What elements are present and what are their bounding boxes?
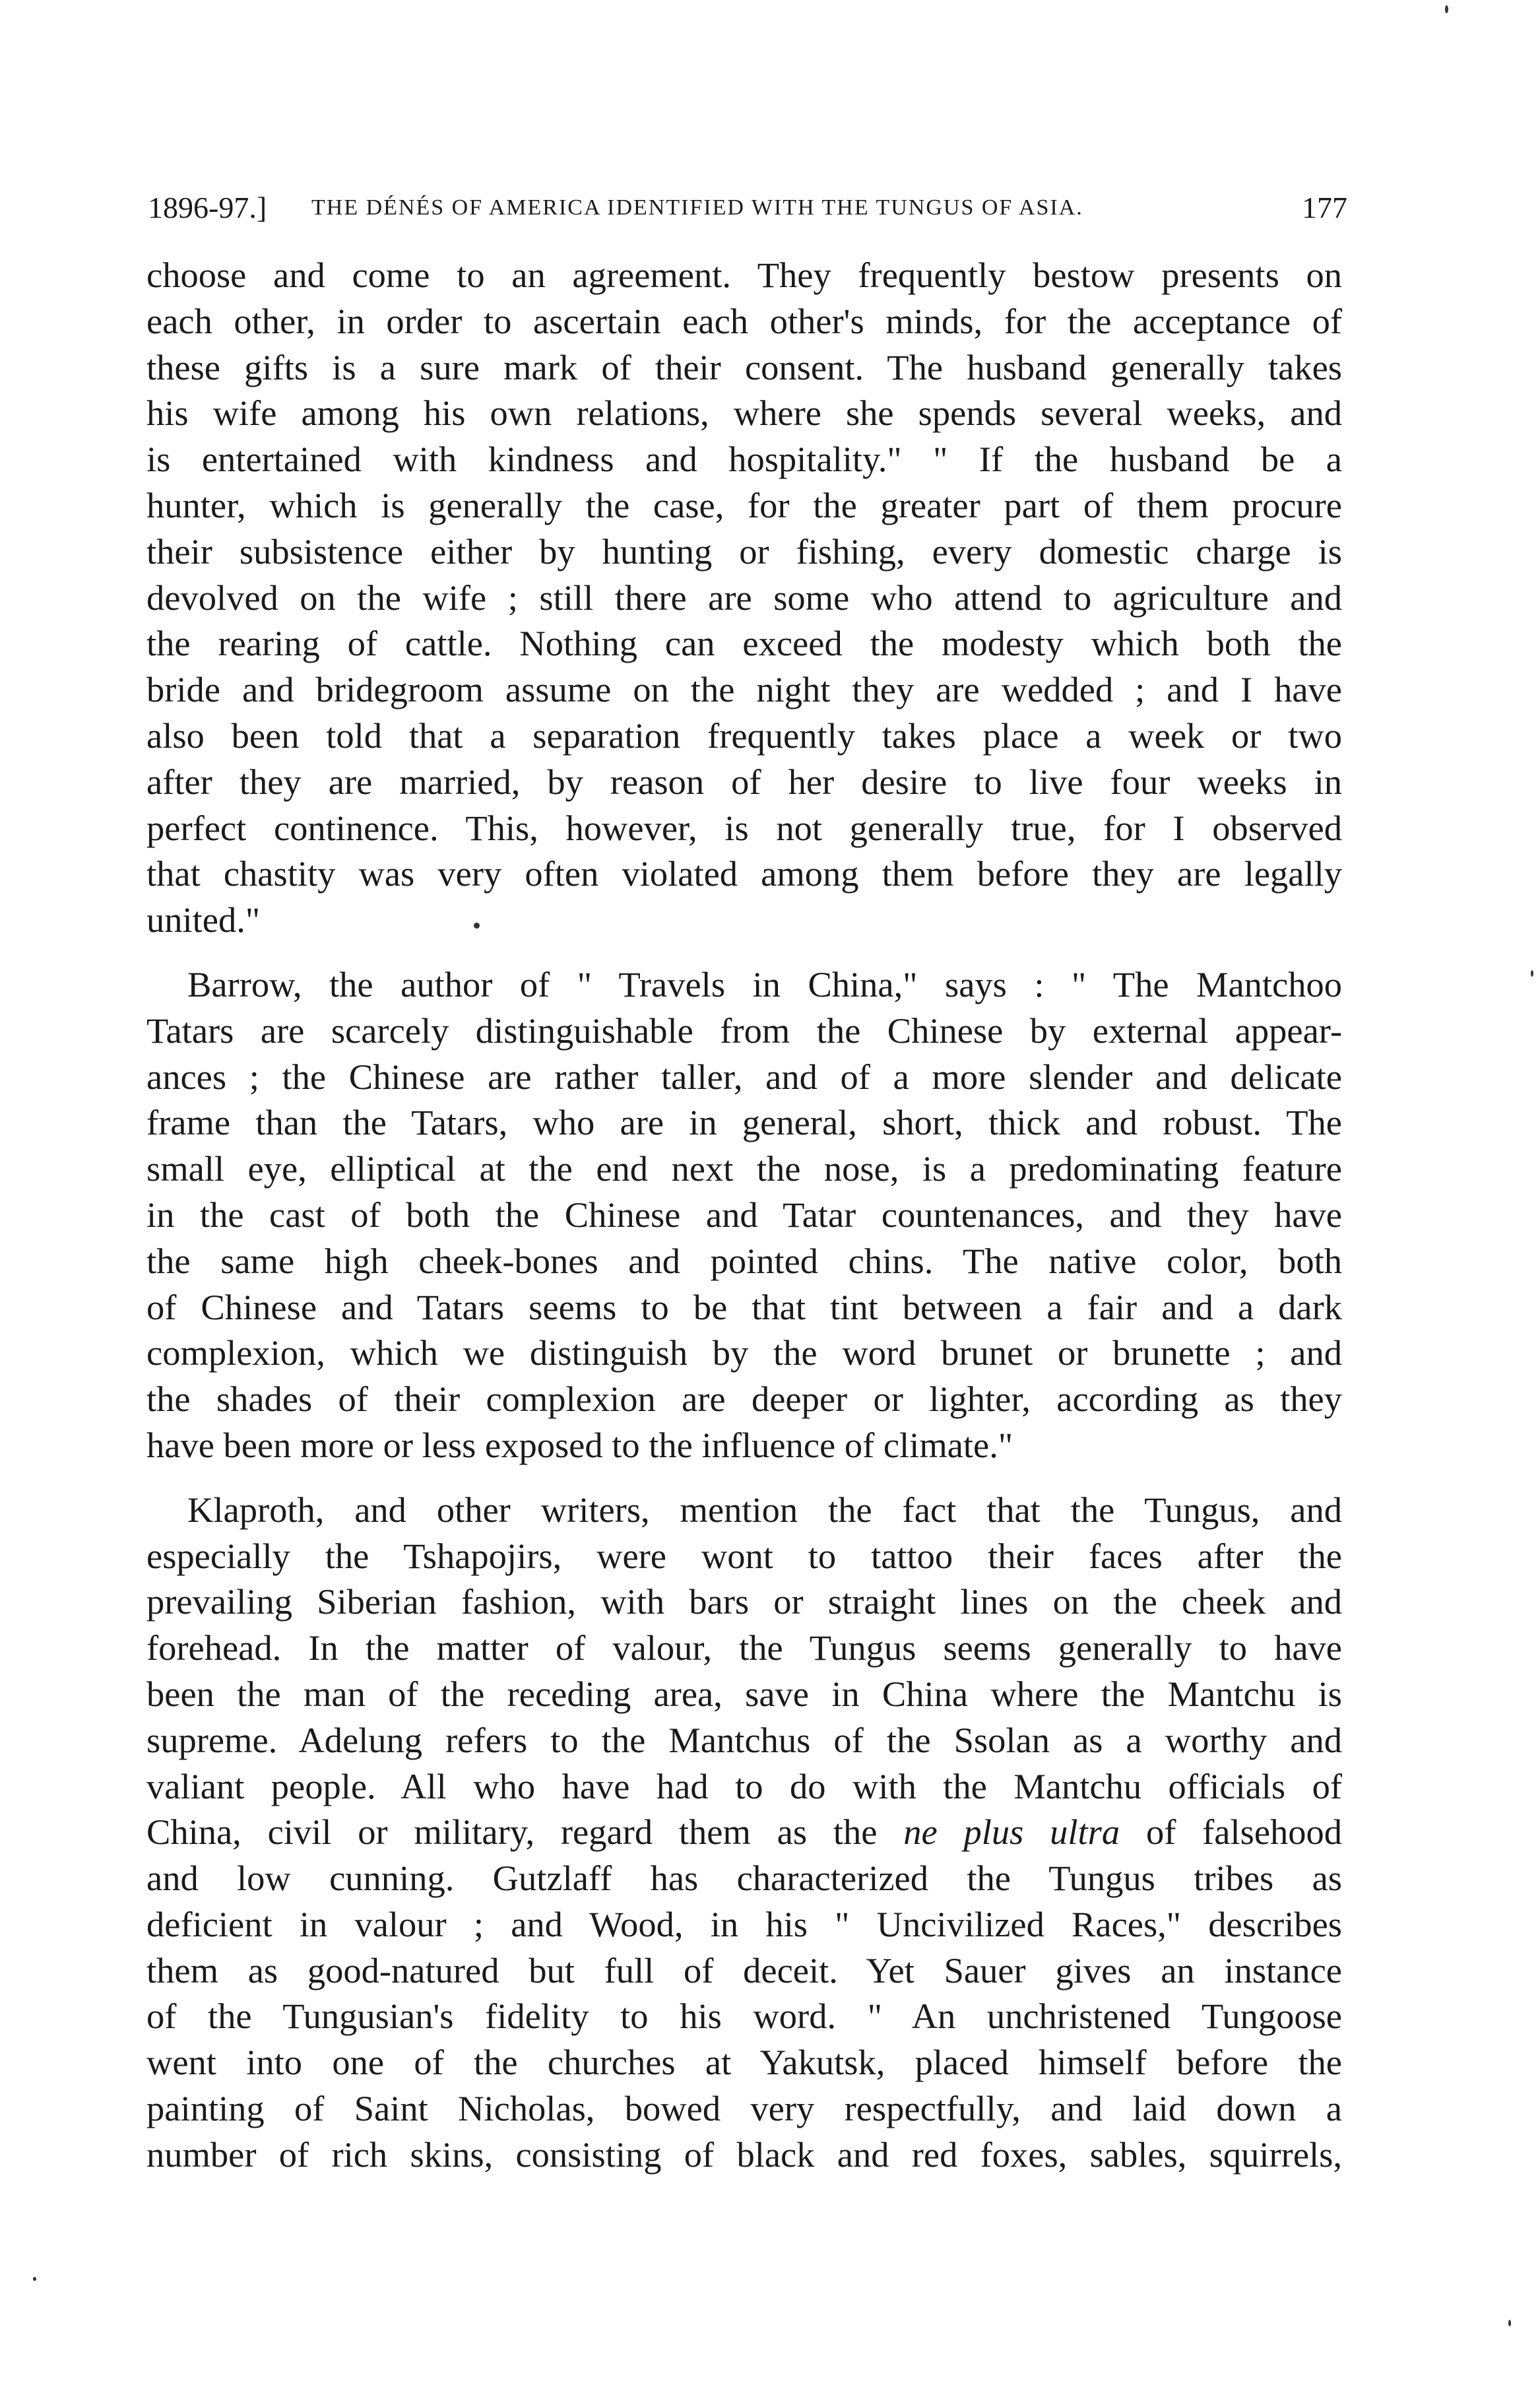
text-line: small eye, elliptical at the end next the nose, is a predominating feature — [146, 1148, 1342, 1189]
text-line: that chastity was very often violated among them before they are legally — [146, 853, 1342, 894]
text-line: been the man of the receding area, save in China where the Mantchu is — [146, 1673, 1342, 1714]
text-line: each other, in order to ascertain each other's minds, for the acceptance of — [146, 300, 1342, 341]
body-text — [146, 252, 1342, 2178]
text-line: frame than the Tatars, who are in general, short, thick and robust. The — [146, 1102, 1342, 1143]
text-line: the rearing of cattle. Nothing can exceed the modesty which both the — [146, 623, 1342, 664]
text-line: prevailing Siberian fashion, with bars or straight lines on the cheek and — [146, 1581, 1342, 1622]
paragraph-gap — [146, 1468, 1342, 1487]
text-line: them as good-natured but full of deceit. Yet Sauer gives an instance — [146, 1950, 1342, 1990]
paragraph-1 — [146, 252, 1342, 943]
text-line: perfect continence. This, however, is not generally true, for I observed — [146, 807, 1342, 848]
text-line: ances ; the Chinese are rather taller, and of a more slender and delicate — [146, 1056, 1342, 1097]
text-line: in the cast of both the Chinese and Tatar countenances, and they have — [146, 1194, 1342, 1235]
text-line: deficient in valour ; and Wood, in his " Uncivilized Races," describes — [146, 1903, 1342, 1944]
text-line: devolved on the wife ; still there are some who attend to agriculture and — [146, 577, 1342, 618]
text-line: and low cunning. Gutzlaff has characterized the Tungus tribes as — [146, 1858, 1342, 1899]
text-line: also been told that a separation frequently takes place a week or two — [146, 715, 1342, 756]
print-speck — [33, 2277, 36, 2281]
text-line: especially the Tshapojirs, were wont to tattoo their faces after the — [146, 1535, 1342, 1576]
paragraph-3 — [146, 1487, 1342, 2178]
text-line: his wife among his own relations, where she spends several weeks, and — [146, 393, 1342, 434]
text-line: number of rich skins, consisting of black and red foxes, sables, squirrels, — [146, 2134, 1342, 2175]
text-line: forehead. In the matter of valour, the Tungus seems generally to have — [146, 1627, 1342, 1668]
text-line: their subsistence either by hunting or fishing, every domestic charge is — [146, 531, 1342, 572]
text-line: is entertained with kindness and hospitality." " If the husband be a — [146, 439, 1342, 480]
text-segment: China, civil or military, regard them as the — [146, 1812, 878, 1853]
print-speck — [1508, 2320, 1511, 2326]
text-line: Barrow, the author of " Travels in China," says : " The Mantchoo — [187, 964, 1342, 1004]
text-line: hunter, which is generally the case, for the greater part of them procure — [146, 484, 1342, 525]
text-line: Klaproth, and other writers, mention the fact that the Tungus, and — [187, 1489, 1342, 1530]
text-line: the same high cheek-bones and pointed chins. The native color, both — [146, 1240, 1342, 1281]
text-segment: of falsehood — [1145, 1812, 1343, 1853]
text-line: went into one of the churches at Yakutsk, placed himself before the — [146, 2042, 1342, 2083]
text-line: painting of Saint Nicholas, bowed very respectfully, and laid down a — [146, 2088, 1342, 2129]
text-line: these gifts is a sure mark of their consent. The husband generally takes — [146, 346, 1342, 387]
running-head — [148, 185, 1347, 231]
text-line: united." — [146, 900, 261, 940]
print-speck — [1531, 970, 1533, 977]
text-line: complexion, which we distinguish by the word brunet or brunette ; and — [146, 1332, 1342, 1373]
text-line: the shades of their complexion are deeper or lighter, according as they — [146, 1379, 1342, 1420]
text-line: Tatars are scarcely distinguishable from the Chinese by external appear- — [146, 1010, 1342, 1051]
italic-phrase: ne plus ultra — [903, 1812, 1120, 1853]
text-line: valiant people. All who have had to do with the Mantchu officials of — [146, 1765, 1342, 1806]
paragraph-gap — [146, 943, 1342, 962]
text-line: of the Tungusian's fidelity to his word. " An unchristened Tungoose — [146, 1996, 1342, 2037]
print-speck — [474, 923, 480, 929]
print-speck — [1445, 5, 1448, 13]
text-line: choose and come to an agreement. They frequently bestow presents on — [146, 255, 1342, 295]
running-head-year: 1896-97.] — [148, 191, 267, 224]
page-number: 177 — [1302, 191, 1347, 224]
running-head-title: THE DÉNÉS OF AMERICA IDENTIFIED WITH THE TUNGUS OF ASIA. — [311, 195, 1083, 220]
text-line-with-italic — [146, 1809, 1342, 1855]
text-line: supreme. Adelung refers to the Mantchus of the Ssolan as a worthy and — [146, 1719, 1342, 1760]
paragraph-2 — [146, 962, 1342, 1468]
text-line: after they are married, by reason of her desire to live four weeks in — [146, 761, 1342, 802]
text-line: bride and bridegroom assume on the night they are wedded ; and I have — [146, 669, 1342, 710]
text-line: of Chinese and Tatars seems to be that tint between a fair and a dark — [146, 1286, 1342, 1327]
text-line: have been more or less exposed to the influence of climate." — [146, 1424, 1013, 1465]
